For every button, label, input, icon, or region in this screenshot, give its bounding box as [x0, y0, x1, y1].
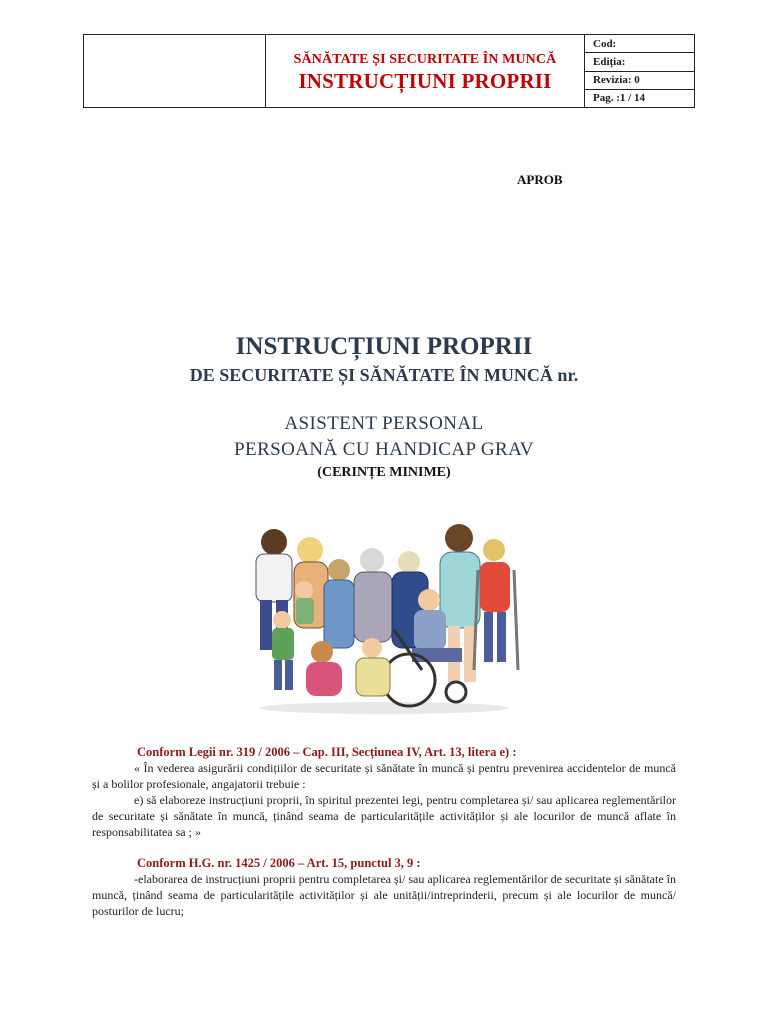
law-319-heading: Conform Legii nr. 319 / 2006 – Cap. III, Secțiunea IV, Art. 13, litera e) :	[137, 745, 517, 759]
header-subtitle: SĂNĂTATE ȘI SECURITATE ÎN MUNCĂ	[293, 52, 557, 67]
hg-1425-section	[92, 855, 676, 919]
header-title-cell	[266, 35, 585, 108]
law-319-paragraph-2: e) să elaboreze instrucțiuni proprii, în spiritul prezentei legi, pentru completarea și/ sau aplicarea reglementărilor de securitate și sănătate în muncă, ținând seama de particularitățile activităților și ale locurilor de muncă aflate în responsabilitatea sa ; »	[92, 793, 676, 839]
document-role: ASISTENT PERSONAL	[284, 413, 484, 434]
hg-1425-heading: Conform H.G. nr. 1425 / 2006 – Art. 15, punctul 3, 9 :	[137, 856, 421, 870]
logo-placeholder-cell	[84, 35, 266, 108]
header-editia: Ediția:	[585, 53, 695, 71]
people-with-wheelchair-illustration	[244, 520, 526, 716]
document-title: INSTRUCȚIUNI PROPRII	[235, 333, 533, 360]
header-title: INSTRUCȚIUNI PROPRII	[298, 69, 552, 93]
header-cod: Cod:	[585, 35, 695, 53]
law-319-section	[92, 744, 676, 840]
approve-label: APROB	[517, 172, 563, 187]
header-pagina: Pag. :1 / 14	[585, 89, 695, 107]
document-header-table	[83, 34, 695, 108]
document-requirements-note: (CERINȚE MINIME)	[317, 465, 451, 480]
header-revizia: Revizia: 0	[585, 71, 695, 89]
document-subtitle: DE SECURITATE ȘI SĂNĂTATE ÎN MUNCĂ nr.	[189, 365, 579, 385]
law-319-paragraph-1: « În vederea asigurării condițiilor de securitate și sănătate în muncă și pentru prevenirea accidentelor de muncă și a bolilor profesionale, angajatorii trebuie :	[92, 761, 676, 791]
hg-1425-paragraph-1: -elaborarea de instrucțiuni proprii pentru completarea și/ sau aplicarea reglementărilor de securitate și sănătate în muncă, ținând seama de particularitățile activităților și ale unității/intreprinderii, precum și ale locurilor de muncă/ posturilor de lucru;	[92, 872, 676, 918]
document-role-target: PERSOANĂ CU HANDICAP GRAV	[234, 439, 534, 460]
